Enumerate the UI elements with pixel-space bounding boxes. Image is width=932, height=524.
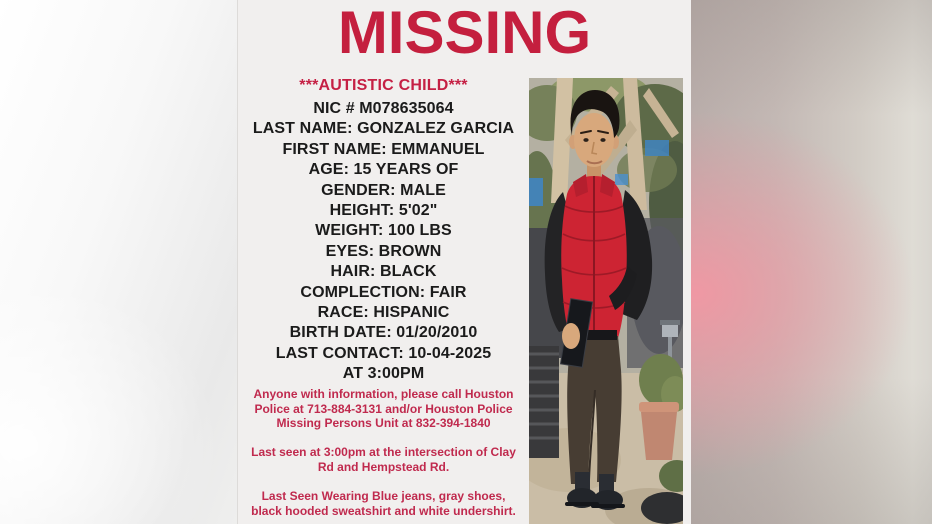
location-line: Rd and Hempstead Rd. bbox=[317, 459, 450, 474]
flyer-title: MISSING bbox=[337, 0, 592, 66]
detail-age: AGE: 15 YEARS OF bbox=[308, 161, 459, 179]
detail-height: HEIGHT: 5'02" bbox=[329, 202, 438, 220]
flyer-subtitle: ***AUTISTIC CHILD*** bbox=[299, 77, 468, 94]
missing-person-flyer bbox=[237, 0, 691, 524]
detail-last-name: LAST NAME: GONZALEZ GARCIA bbox=[252, 120, 515, 138]
wearing-line: Last Seen Wearing Blue jeans, gray shoes, bbox=[261, 489, 506, 503]
detail-eyes: EYES: BROWN bbox=[325, 242, 442, 260]
missing-child-photo bbox=[529, 78, 683, 524]
last-seen-wearing bbox=[238, 489, 529, 518]
detail-nic: NIC # M078635064 bbox=[313, 100, 454, 117]
last-seen-location bbox=[238, 445, 529, 474]
contact-line: Missing Persons Unit at 832-394-1840 bbox=[276, 416, 491, 430]
wicker-basket bbox=[529, 346, 559, 458]
contact-line: Police at 713-884-3131 and/or Houston Police bbox=[254, 401, 513, 416]
detail-hair: HAIR: BLACK bbox=[330, 263, 437, 281]
detail-race: RACE: HISPANIC bbox=[317, 304, 450, 322]
detail-birth-date: BIRTH DATE: 01/20/2010 bbox=[289, 324, 478, 342]
wearing-line: black hooded sweatshirt and white undershirt. bbox=[251, 503, 516, 518]
blurred-background-left bbox=[0, 0, 237, 524]
flyer-details bbox=[238, 99, 529, 385]
detail-complexion: COMPLECTION: FAIR bbox=[300, 283, 467, 301]
detail-last-contact-time: AT 3:00PM bbox=[342, 365, 425, 383]
blurred-background-right bbox=[691, 0, 932, 524]
location-line: Last seen at 3:00pm at the intersection of Clay bbox=[251, 445, 516, 459]
detail-gender: GENDER: MALE bbox=[321, 181, 446, 199]
detail-first-name: FIRST NAME: EMMANUEL bbox=[282, 140, 485, 158]
contact-line: Anyone with information, please call Houston bbox=[253, 387, 514, 401]
detail-last-contact: LAST CONTACT: 10-04-2025 bbox=[275, 344, 492, 362]
detail-weight: WEIGHT: 100 LBS bbox=[315, 222, 452, 240]
missing-child-photo-illustration bbox=[529, 78, 683, 524]
contact-instructions bbox=[238, 387, 529, 431]
